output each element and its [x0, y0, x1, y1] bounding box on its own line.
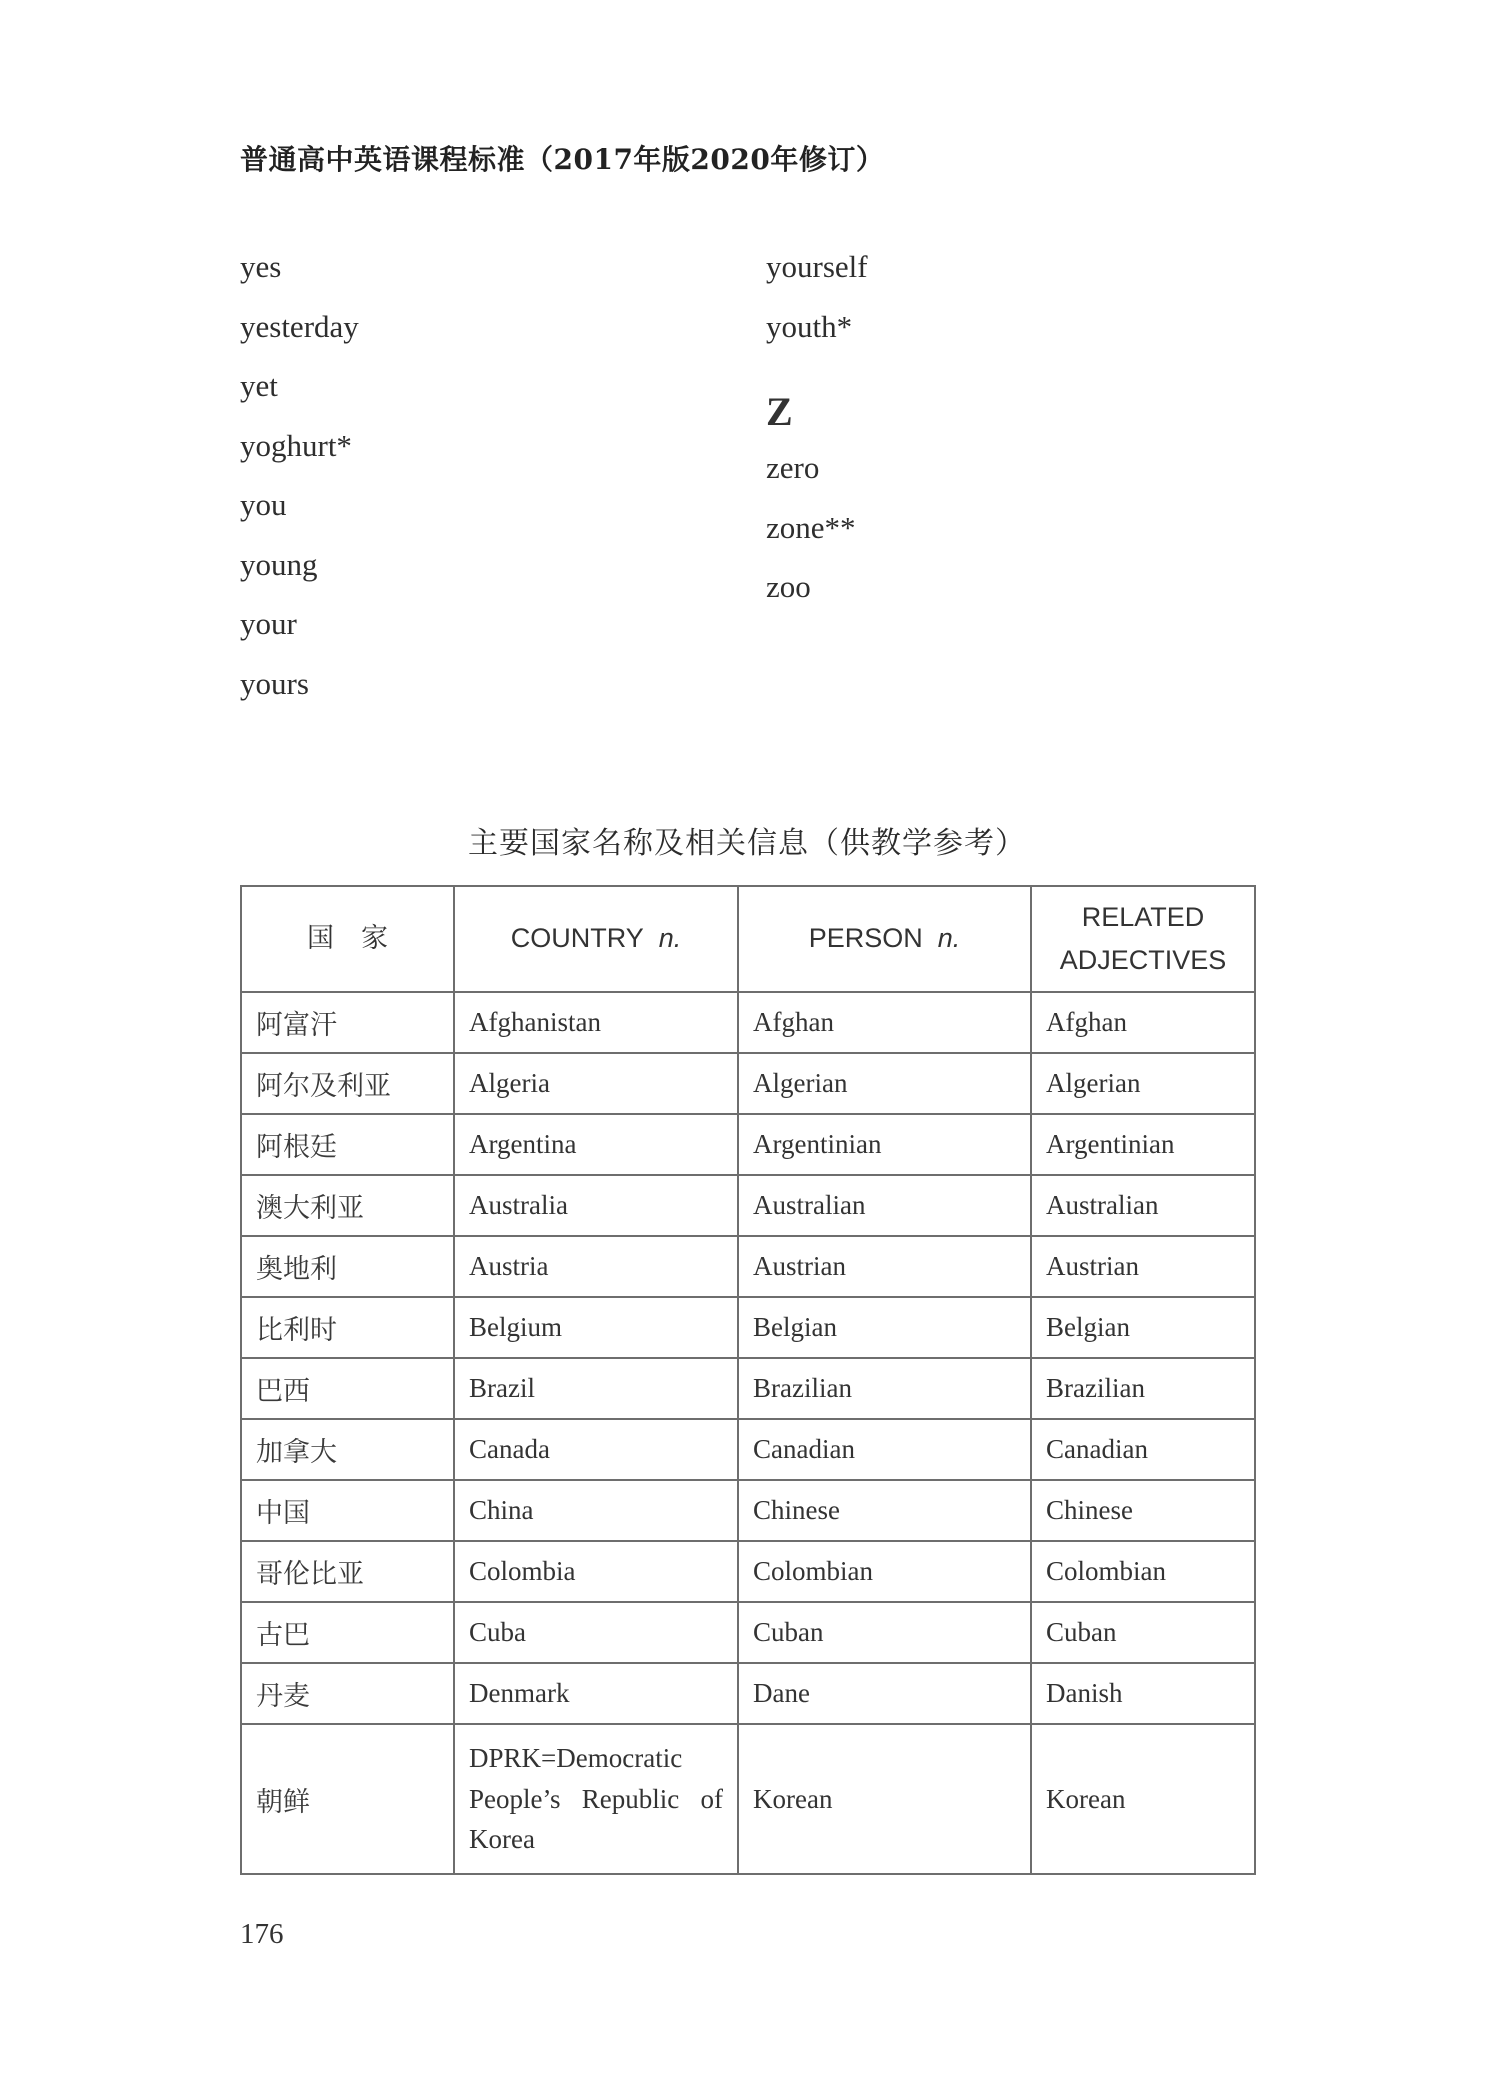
cell-country: Algeria — [454, 1053, 738, 1114]
cell-adjective: Korean — [1031, 1724, 1255, 1874]
cell-country-cn: 中国 — [241, 1480, 454, 1541]
cell-person: Belgian — [738, 1297, 1031, 1358]
cell-adjective: Chinese — [1031, 1480, 1255, 1541]
cell-country: DPRK=Democratic People’s Republic of Korea — [454, 1724, 738, 1874]
cell-person: Cuban — [738, 1602, 1031, 1663]
cell-country: China — [454, 1480, 738, 1541]
cell-country-cn: 阿根廷 — [241, 1114, 454, 1175]
cell-country: Argentina — [454, 1114, 738, 1175]
cell-country: Belgium — [454, 1297, 738, 1358]
cell-adjective: Belgian — [1031, 1297, 1255, 1358]
cell-person: Austrian — [738, 1236, 1031, 1297]
header-country-cn-label: 国 家 — [307, 923, 388, 954]
header-person — [738, 886, 1031, 992]
cell-country-cn: 澳大利亚 — [241, 1175, 454, 1236]
cell-country-cn: 古巴 — [241, 1602, 454, 1663]
table-row — [241, 1297, 1255, 1358]
cell-person: Algerian — [738, 1053, 1031, 1114]
cell-country-cn: 丹麦 — [241, 1663, 454, 1724]
cell-person: Dane — [738, 1663, 1031, 1724]
cell-country: Australia — [454, 1175, 738, 1236]
vocabulary-word: yesterday — [240, 308, 359, 344]
cell-adjective: Danish — [1031, 1663, 1255, 1724]
table-row — [241, 1419, 1255, 1480]
cell-country: Colombia — [454, 1541, 738, 1602]
table-row — [241, 1175, 1255, 1236]
vocabulary-word: young — [240, 546, 318, 582]
table-row — [241, 1724, 1255, 1874]
header-person-label: PERSON — [808, 923, 923, 954]
cell-country-cn: 加拿大 — [241, 1419, 454, 1480]
table-row — [241, 992, 1255, 1053]
table-row — [241, 1480, 1255, 1541]
cell-country: Canada — [454, 1419, 738, 1480]
vocabulary-word: zone** — [766, 509, 856, 545]
cell-adjective: Australian — [1031, 1175, 1255, 1236]
cell-country: Austria — [454, 1236, 738, 1297]
header-country-cn — [241, 886, 454, 992]
table-row — [241, 1663, 1255, 1724]
cell-person: Argentinian — [738, 1114, 1031, 1175]
vocabulary-word: yet — [240, 368, 278, 403]
cell-person: Chinese — [738, 1480, 1031, 1541]
vocabulary-word: yourself — [766, 249, 868, 284]
running-header: 普通高中英语课程标准（2017年版2020年修订） — [240, 143, 885, 176]
cell-country-cn: 哥伦比亚 — [241, 1541, 454, 1602]
cell-country: Denmark — [454, 1663, 738, 1724]
header-adjectives-line2: ADJECTIVES — [1059, 945, 1227, 975]
cell-adjective: Afghan — [1031, 992, 1255, 1053]
cell-person: Korean — [738, 1724, 1031, 1874]
cell-country-cn: 阿尔及利亚 — [241, 1053, 454, 1114]
vocabulary-right-column — [766, 243, 868, 623]
vocabulary-word: yours — [240, 665, 309, 701]
page-number: 176 — [240, 1918, 284, 1950]
vocabulary-word: yes — [240, 249, 282, 284]
table-row — [241, 1541, 1255, 1602]
table-row — [241, 1358, 1255, 1419]
header-related-adjectives — [1031, 886, 1255, 992]
cell-adjective: Austrian — [1031, 1236, 1255, 1297]
vocabulary-word: zoo — [766, 569, 811, 604]
section-letter-heading: Z — [766, 389, 793, 434]
cell-person: Australian — [738, 1175, 1031, 1236]
table-title: 主要国家名称及相关信息（供教学参考） — [468, 826, 1026, 861]
cell-adjective: Colombian — [1031, 1541, 1255, 1602]
header-adjectives-line1: RELATED — [1081, 901, 1205, 932]
cell-person: Colombian — [738, 1541, 1031, 1602]
vocabulary-word: you — [240, 487, 287, 522]
header-country-label: COUNTRY — [510, 923, 644, 954]
cell-country-cn: 奥地利 — [241, 1236, 454, 1297]
table-row — [241, 1602, 1255, 1663]
vocabulary-left-column — [240, 243, 359, 719]
cell-country: Afghanistan — [454, 992, 738, 1053]
cell-person: Canadian — [738, 1419, 1031, 1480]
table-row — [241, 1236, 1255, 1297]
table-row — [241, 1053, 1255, 1114]
header-person-pos: n. — [937, 923, 961, 954]
cell-adjective: Cuban — [1031, 1602, 1255, 1663]
vocabulary-word: zero — [766, 450, 820, 485]
header-country — [454, 886, 738, 992]
vocabulary-word: your — [240, 606, 297, 641]
cell-country-cn: 比利时 — [241, 1297, 454, 1358]
cell-adjective: Canadian — [1031, 1419, 1255, 1480]
cell-person: Afghan — [738, 992, 1031, 1053]
table-row — [241, 1114, 1255, 1175]
table-header-row — [241, 886, 1255, 992]
cell-country: Cuba — [454, 1602, 738, 1663]
country-table — [240, 885, 1256, 1875]
cell-adjective: Algerian — [1031, 1053, 1255, 1114]
cell-country-cn: 朝鲜 — [241, 1724, 454, 1874]
vocabulary-word: youth* — [766, 308, 853, 344]
cell-person: Brazilian — [738, 1358, 1031, 1419]
vocabulary-word: yoghurt* — [240, 427, 352, 463]
cell-adjective: Brazilian — [1031, 1358, 1255, 1419]
cell-country-cn: 巴西 — [241, 1358, 454, 1419]
cell-country-cn: 阿富汗 — [241, 992, 454, 1053]
header-country-pos: n. — [658, 923, 682, 954]
cell-adjective: Argentinian — [1031, 1114, 1255, 1175]
cell-country: Brazil — [454, 1358, 738, 1419]
